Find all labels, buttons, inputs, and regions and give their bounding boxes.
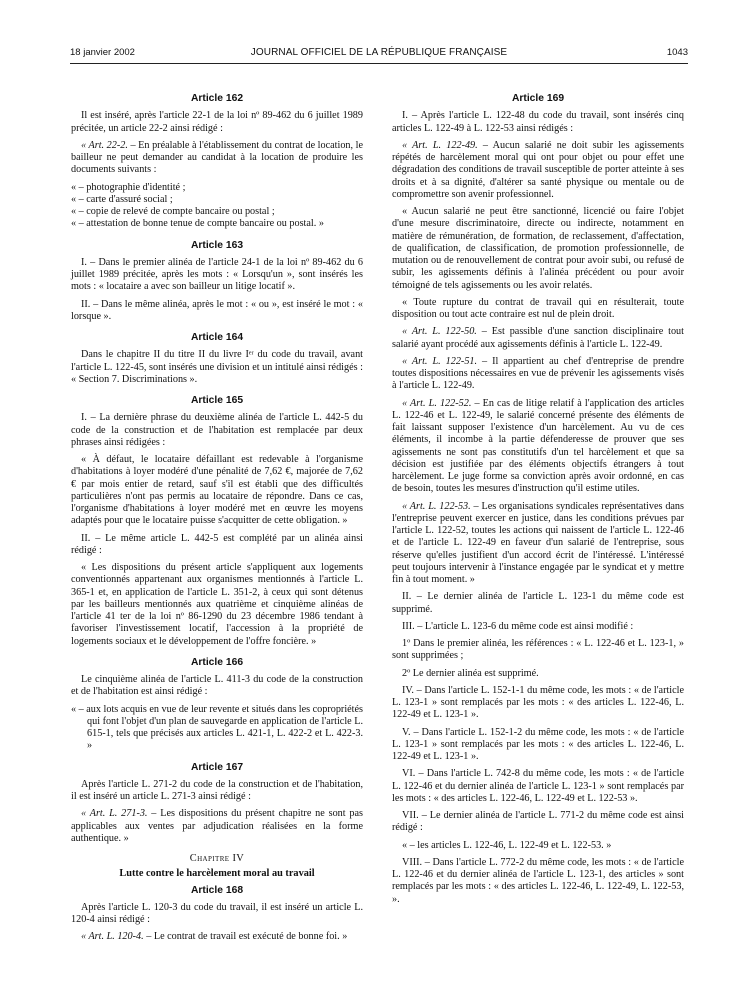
- header-page-number: 1043: [666, 47, 688, 58]
- list-item: « – photographie d'identité ;: [71, 181, 186, 193]
- article-162-p2: « Art. 22-2. – En préalable à l'établissement du contrat de location, le bailleur ne peut demander au candidat à la location de produire les documents suivants :: [71, 139, 363, 176]
- article-169-title: Article 169: [511, 93, 565, 104]
- article-164-p1: Dans le chapitre II du titre II du livre Iᵉʳ du code du travail, avant l'article L. 122-45, sont insérés une division et un intitulé ainsi rédigés : « Section 7. Discriminations ».: [71, 349, 363, 385]
- article-166-title: Article 166: [190, 656, 244, 668]
- chapter-title: Lutte contre le harcèlement moral au travail: [119, 868, 315, 880]
- article-169-p6: « Art. L. 122-51. – Il appartient au chef d'entreprise de prendre toutes dispositions nécessaires en vue de prévenir les agissements visés à l'article L. 122-49.: [392, 355, 684, 392]
- article-167-p2: « Art. L. 271-3. – Les dispositions du présent chapitre ne sont pas applicables aux ventes par adjudication réalisées en la forme authentique. »: [71, 808, 363, 844]
- article-ref: « Art. L. 271-3.: [81, 808, 148, 820]
- article-169-p9: II. – Le dernier alinéa de l'article L. 123-1 du même code est supprimé.: [392, 591, 684, 615]
- article-168-p1: Après l'article L. 120-3 du code du travail, il est inséré un article L. 120-4 ainsi rédigé :: [71, 901, 363, 925]
- list-item: « – carte d'assuré social ;: [71, 193, 173, 205]
- article-163-title: Article 163: [190, 239, 244, 251]
- article-169-p5: « Art. L. 122-50. – Est passible d'une sanction disciplinaire tout salarié ayant procédé aux agissements définis à l'article L. 122-49.: [392, 326, 684, 350]
- chapter-heading: Chapitre IV: [189, 853, 245, 864]
- article-169-p14: V. – Dans l'article L. 152-1-2 du même code, les mots : « de l'article L. 123-1 » sont remplacés par les mots : « des articles L. 122-46, L. 122-49 et L. 123-1 ».: [392, 726, 684, 762]
- article-169-p3: « Aucun salarié ne peut être sanctionné, licencié ou faire l'objet d'une mesure discriminatoire, directe ou indirecte, notamment en matière de rémunération, de formation, de reclassement, d'affectation, de qualification, de classification, de promotion professionnelle, de mutation ou de renouvellement de contrat pour avoir subi, ou refusé de subir, les agissements définis à l'alinéa précédent ou pour avoir témoigné de tels agissements ou les avoir relatés.: [392, 206, 684, 291]
- article-165-p3: II. – Le même article L. 442-5 est complété par un alinéa ainsi rédigé :: [71, 532, 363, 556]
- list-item: « – attestation de bonne tenue de compte bancaire ou postal. »: [71, 218, 324, 230]
- left-column: [71, 93, 363, 949]
- article-169-p12: 2º Le dernier alinéa est supprimé.: [402, 667, 539, 679]
- list-item: « – aux lots acquis en vue de leur revente et situés dans les copropriétés qui font l'objet d'un plan de sauvegarde en application de l'article L. 615-1, tels que précisés aux articles L. 421-1, L. 422-2 et L. 422-3. »: [71, 703, 363, 752]
- article-169-p10: III. – L'article L. 123-6 du même code est ainsi modifié :: [402, 620, 634, 632]
- header-rule: [70, 63, 688, 64]
- article-162-title: Article 162: [190, 93, 244, 104]
- article-165-p4: « Les dispositions du présent article s'appliquent aux logements conventionnés appartenant aux organismes mentionnés à l'article L. 365-1 et, en application de l'article L. 351-2, à ceux qui sont détenus par les bailleurs mentionnés aux quatrième et cinquième alinéas de l'article 41 ter de la loi nº 86-1290 du 23 décembre 1986 tendant à favoriser l'investissement locatif, l'accession à la propriété de logements sociaux et le développement de l'offre foncière. »: [71, 562, 363, 647]
- article-ref: « Art. L. 122-53.: [402, 500, 471, 512]
- header-title: JOURNAL OFFICIEL DE LA RÉPUBLIQUE FRANÇAISE: [250, 47, 508, 58]
- article-169-p15: VI. – Dans l'article L. 742-8 du même code, les mots : « de l'article L. 122-46 et du dernier alinéa de l'article L. 123-1 » sont remplacés par les mots : « des articles L. 122-46, L. 122-49 et L. 122-53 ».: [392, 768, 684, 804]
- article-169-p7: « Art. L. 122-52. – En cas de litige relatif à l'application des articles L. 122-46 et L. 122-49, le salarié concerné présente des éléments de fait laissant supposer l'existence d'un harcèlement. Au vu de ces éléments, il incombe à la partie défenderesse de prouver que ses agissements ne sont pas constitutifs d'un tel harcèlement et que sa décision est justifiée par des éléments objectifs étrangers à tout harcèlement. Le juge forme sa conviction après avoir ordonné, en cas de besoin, toutes les mesures d'instruction qu'il estime utiles.: [392, 397, 684, 495]
- article-167-p1: Après l'article L. 271-2 du code de la construction et de l'habitation, il est inséré un article L. 271-3 ainsi rédigé :: [71, 778, 363, 802]
- article-169-p11: 1º Dans le premier alinéa, les références : « L. 122-46 et L. 123-1, » sont supprimées ;: [392, 638, 684, 662]
- article-169-p8: « Art. L. 122-53. – Les organisations syndicales représentatives dans l'entreprise peuvent exercer en justice, dans les conditions prévues par l'article L. 122-52, toutes les actions qui naissent de l'article L. 122-46 et de l'article L. 122-49 en faveur d'un salarié de l'entreprise, sous réserve qu'elles justifient d'un accord écrit de l'intéressé. L'intéressé peut toujours intervenir à l'instance engagée par le syndicat et y mettre fin à tout moment. »: [392, 500, 684, 585]
- article-169-p16: VII. – Le dernier alinéa de l'article L. 771-2 du même code est ainsi rédigé :: [392, 810, 684, 834]
- article-169-p17: « – les articles L. 122-46, L. 122-49 et L. 122-53. »: [402, 839, 612, 851]
- article-163-p2: II. – Dans le même alinéa, après le mot : « ou », est inséré le mot : « lorsque ».: [71, 298, 363, 322]
- article-169-p13: IV. – Dans l'article L. 152-1-1 du même code, les mots : « de l'article L. 123-1 » sont remplacés par les mots : « des articles L. 122-46, L. 122-49 et L. 123-1 ».: [392, 684, 684, 721]
- right-column: [392, 93, 684, 911]
- article-168-p2: « Art. L. 120-4. – Le contrat de travail est exécuté de bonne foi. »: [81, 931, 348, 943]
- page-header: [70, 47, 688, 61]
- article-ref: « Art. L. 122-50.: [402, 326, 477, 338]
- article-ref: « Art. L. 122-51.: [402, 355, 478, 367]
- article-ref: « Art. 22-2.: [81, 139, 128, 151]
- article-169-p18: VIII. – Dans l'article L. 772-2 du même code, les mots : « de l'article L. 122-46 et du dernier alinéa de l'article L. 123-1, des articles » sont remplacés par les mots : « des articles L. 122-46, L. 122-49, L. 122-53, ».: [392, 856, 684, 905]
- article-166-p1: Le cinquième alinéa de l'article L. 411-3 du code de la construction et de l'habitation est ainsi rédigé :: [71, 674, 363, 698]
- article-169-p1: I. – Après l'article L. 122-48 du code du travail, sont insérés cinq articles L. 122-49 à L. 122-53 ainsi rédigés :: [392, 110, 684, 134]
- article-165-title: Article 165: [190, 395, 244, 406]
- article-165-p2: « À défaut, le locataire défaillant est redevable à l'organisme d'habitations à loyer modéré d'une pénalité de 7,62 €, majorée de 7,62 € par mois entier de retard, sauf s'il est établi que des difficultés particulières n'ont pas permis au locataire de répondre. Dans ce cas, l'organisme d'habitations à loyer modéré met en œuvre les moyens adaptés pour que le locataire puisse s'acquitter de cette obligation. »: [71, 454, 363, 527]
- article-ref: « Art. L. 122-49.: [402, 139, 478, 151]
- article-ref: « Art. L. 122-52.: [402, 397, 472, 409]
- article-168-title: Article 168: [190, 884, 244, 896]
- article-162-p1: Il est inséré, après l'article 22-1 de la loi nº 89-462 du 6 juillet 1989 précitée, un article 22-2 ainsi rédigé :: [71, 110, 363, 134]
- header-date: 18 janvier 2002: [70, 47, 135, 58]
- article-167-title: Article 167: [190, 761, 244, 773]
- article-169-p2: « Art. L. 122-49. – Aucun salarié ne doit subir les agissements répétés de harcèlement moral qui ont pour objet ou pour effet une dégradation des conditions de travail susceptible de porter atteinte à ses droits et à sa dignité, d'altérer sa santé physique ou mentale ou de compromettre son avenir professionnel.: [392, 139, 684, 200]
- article-169-p4: « Toute rupture du contrat de travail qui en résulterait, toute disposition ou tout acte contraire est nul de plein droit.: [392, 296, 684, 320]
- article-164-title: Article 164: [190, 332, 244, 343]
- article-163-p1: I. – Dans le premier alinéa de l'article 24-1 de la loi nº 89-462 du 6 juillet 1989 précitée, après les mots : « Lorsqu'un », sont insérés les mots : « locataire a avec son bailleur un litige locatif ».: [71, 256, 363, 293]
- article-ref: « Art. L. 120-4.: [81, 931, 144, 943]
- article-165-p1: I. – La dernière phrase du deuxième alinéa de l'article L. 442-5 du code de la construction et de l'habitation est remplacée par deux phrases ainsi rédigées :: [71, 412, 363, 448]
- list-item: « – copie de relevé de compte bancaire ou postal ;: [71, 206, 275, 217]
